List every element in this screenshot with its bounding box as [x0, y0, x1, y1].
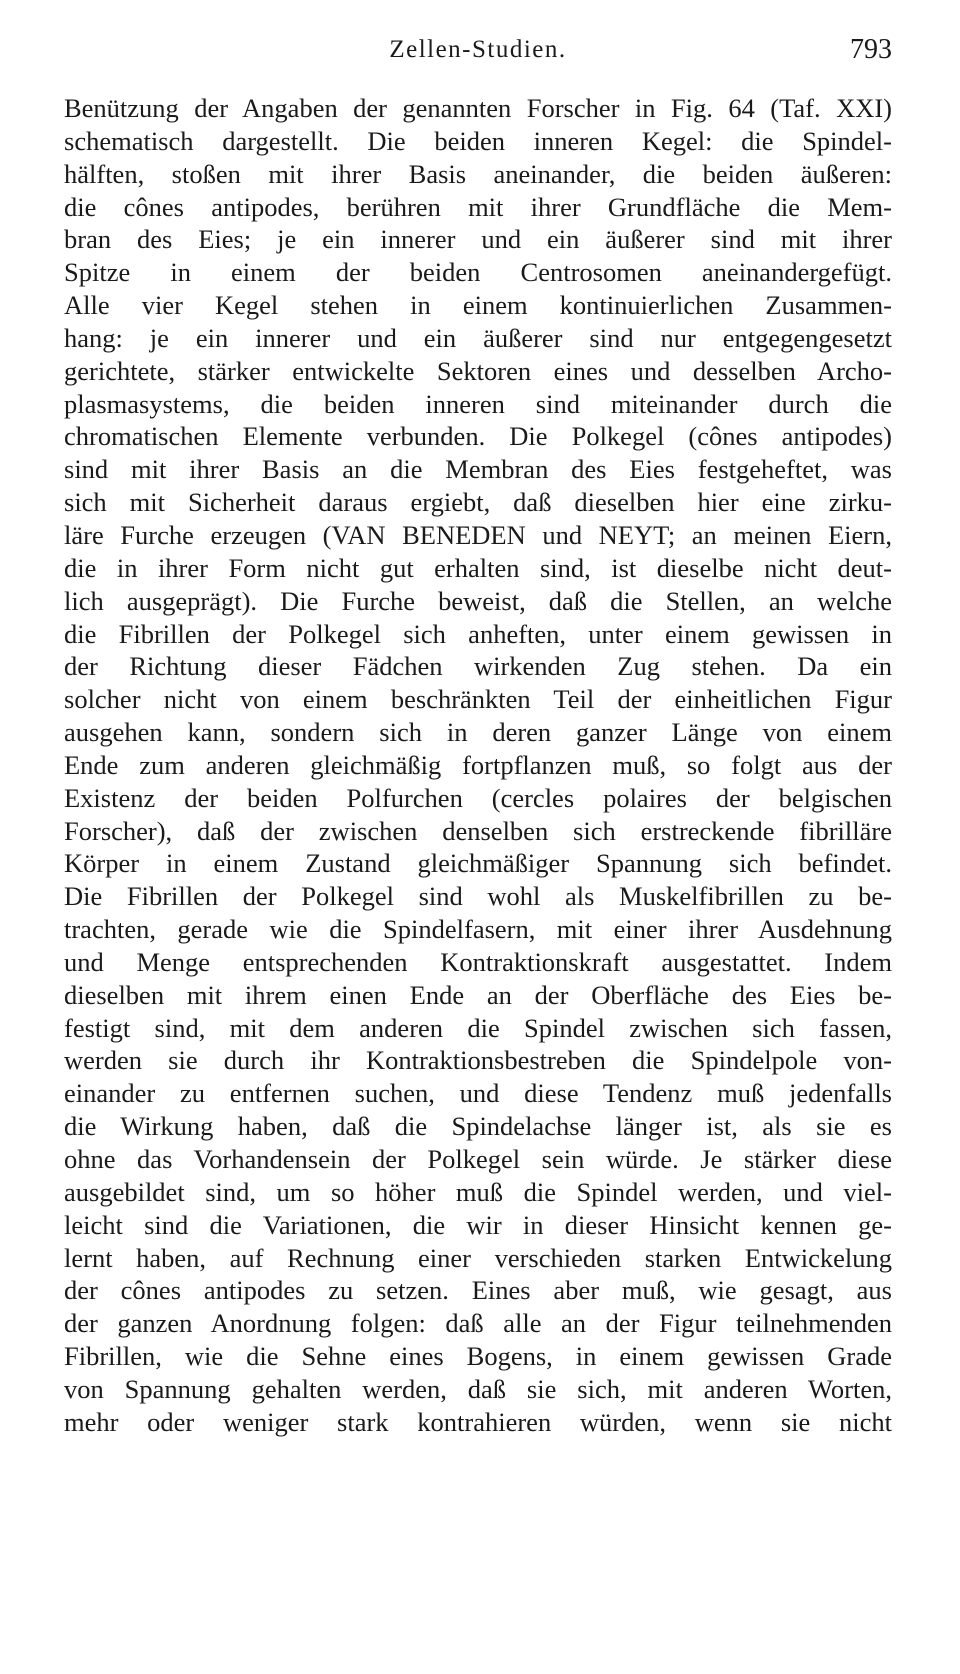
text-line: die in ihrer Form nicht gut erhalten sind, ist dieselbe nicht deut- [64, 552, 892, 583]
text-line: gerichtete, stärker entwickelte Sektoren eines und desselben Archo- [64, 355, 892, 386]
text-line: ausgebildet sind, um so höher muß die Spindel werden, und viel- [64, 1176, 892, 1207]
text-line: ausgehen kann, sondern sich in deren ganzer Länge von einem [64, 717, 892, 748]
text-line: einander zu entfernen suchen, und diese Tendenz muß jedenfalls [64, 1078, 892, 1109]
text-line: schematisch dargestellt. Die beiden inneren Kegel: die Spindel- [64, 125, 892, 156]
text-line: die Wirkung haben, daß die Spindelachse länger ist, als sie es [64, 1111, 892, 1142]
text-line: ohne das Vorhandensein der Polkegel sein würde. Je stärker diese [64, 1144, 892, 1174]
text-line: hälften, stoßen mit ihrer Basis aneinander, die beiden äußeren: [64, 158, 892, 189]
text-line: die Fibrillen der Polkegel sich anheften, unter einem gewissen in [64, 618, 892, 649]
text-line: hang: je ein innerer und ein äußerer sind nur entgegengesetzt [64, 322, 892, 353]
text-line: lich ausgeprägt). Die Furche beweist, daß die Stellen, an welche [64, 585, 892, 616]
text-line: Existenz der beiden Polfurchen (cercles polaires der belgischen [64, 782, 892, 813]
text-line: Körper in einem Zustand gleichmäßiger Spannung sich befindet. [64, 848, 892, 879]
text-line: Alle vier Kegel stehen in einem kontinuierlichen Zusammen- [64, 290, 892, 321]
text-line: mehr oder weniger stark kontrahieren würden, wenn sie nicht [64, 1406, 892, 1437]
text-line: der Richtung dieser Fädchen wirkenden Zug stehen. Da ein [64, 651, 892, 682]
text-line: dieselben mit ihrem einen Ende an der Oberfläche des Eies be- [64, 979, 892, 1010]
text-line: solcher nicht von einem beschränkten Teil der einheitlichen Figur [64, 684, 892, 715]
running-head [64, 36, 892, 76]
text-line: Benützung der Angaben der genannten Forscher in Fig. 64 (Taf. XXI) [64, 93, 892, 123]
text-line: der ganzen Anordnung folgen: daß alle an der Figur teilnehmenden [64, 1308, 892, 1339]
text-line: chromatischen Elemente verbunden. Die Polkegel (cônes antipodes) [64, 421, 892, 452]
text-line: die cônes antipodes, berühren mit ihrer Grundfläche die Mem- [64, 191, 892, 222]
body-text [64, 92, 892, 1439]
text-line: Spitze in einem der beiden Centrosomen aneinandergefügt. [64, 257, 892, 288]
text-line: festigt sind, mit dem anderen die Spindel zwischen sich fassen, [64, 1012, 892, 1043]
text-line: Fibrillen, wie die Sehne eines Bogens, in einem gewissen Grade [64, 1341, 892, 1372]
text-line: bran des Eies; je ein innerer und ein äußerer sind mit ihrer [64, 224, 892, 255]
text-line: läre Furche erzeugen (VAN BENEDEN und NEYT; an meinen Eiern, [64, 519, 892, 550]
text-line: der cônes antipodes zu setzen. Eines aber muß, wie gesagt, aus [64, 1275, 892, 1306]
text-line: Die Fibrillen der Polkegel sind wohl als Muskelfibrillen zu be- [64, 881, 892, 912]
text-line: von Spannung gehalten werden, daß sie sich, mit anderen Worten, [64, 1373, 892, 1404]
text-line: lernt haben, auf Rechnung einer verschieden starken Entwickelung [64, 1242, 892, 1273]
text-line: trachten, gerade wie die Spindelfasern, mit einer ihrer Ausdehnung [64, 914, 892, 945]
text-line: plasmasystems, die beiden inneren sind miteinander durch die [64, 388, 892, 419]
text-line: sind mit ihrer Basis an die Membran des Eies festgeheftet, was [64, 454, 892, 485]
page-number: 793 [850, 34, 892, 65]
text-line: und Menge entsprechenden Kontraktionskraft ausgestattet. Indem [64, 946, 892, 977]
text-line: Ende zum anderen gleichmäßig fortpflanzen muß, so folgt aus der [64, 749, 892, 780]
text-line: leicht sind die Variationen, die wir in dieser Hinsicht kennen ge- [64, 1209, 892, 1240]
text-line: sich mit Sicherheit daraus ergiebt, daß dieselben hier eine zirku- [64, 487, 892, 518]
running-title: Zellen-Studien. [389, 36, 567, 63]
text-line: werden sie durch ihr Kontraktionsbestreben die Spindelpole von- [64, 1045, 892, 1076]
text-line: Forscher), daß der zwischen denselben sich erstreckende fibrilläre [64, 815, 892, 846]
